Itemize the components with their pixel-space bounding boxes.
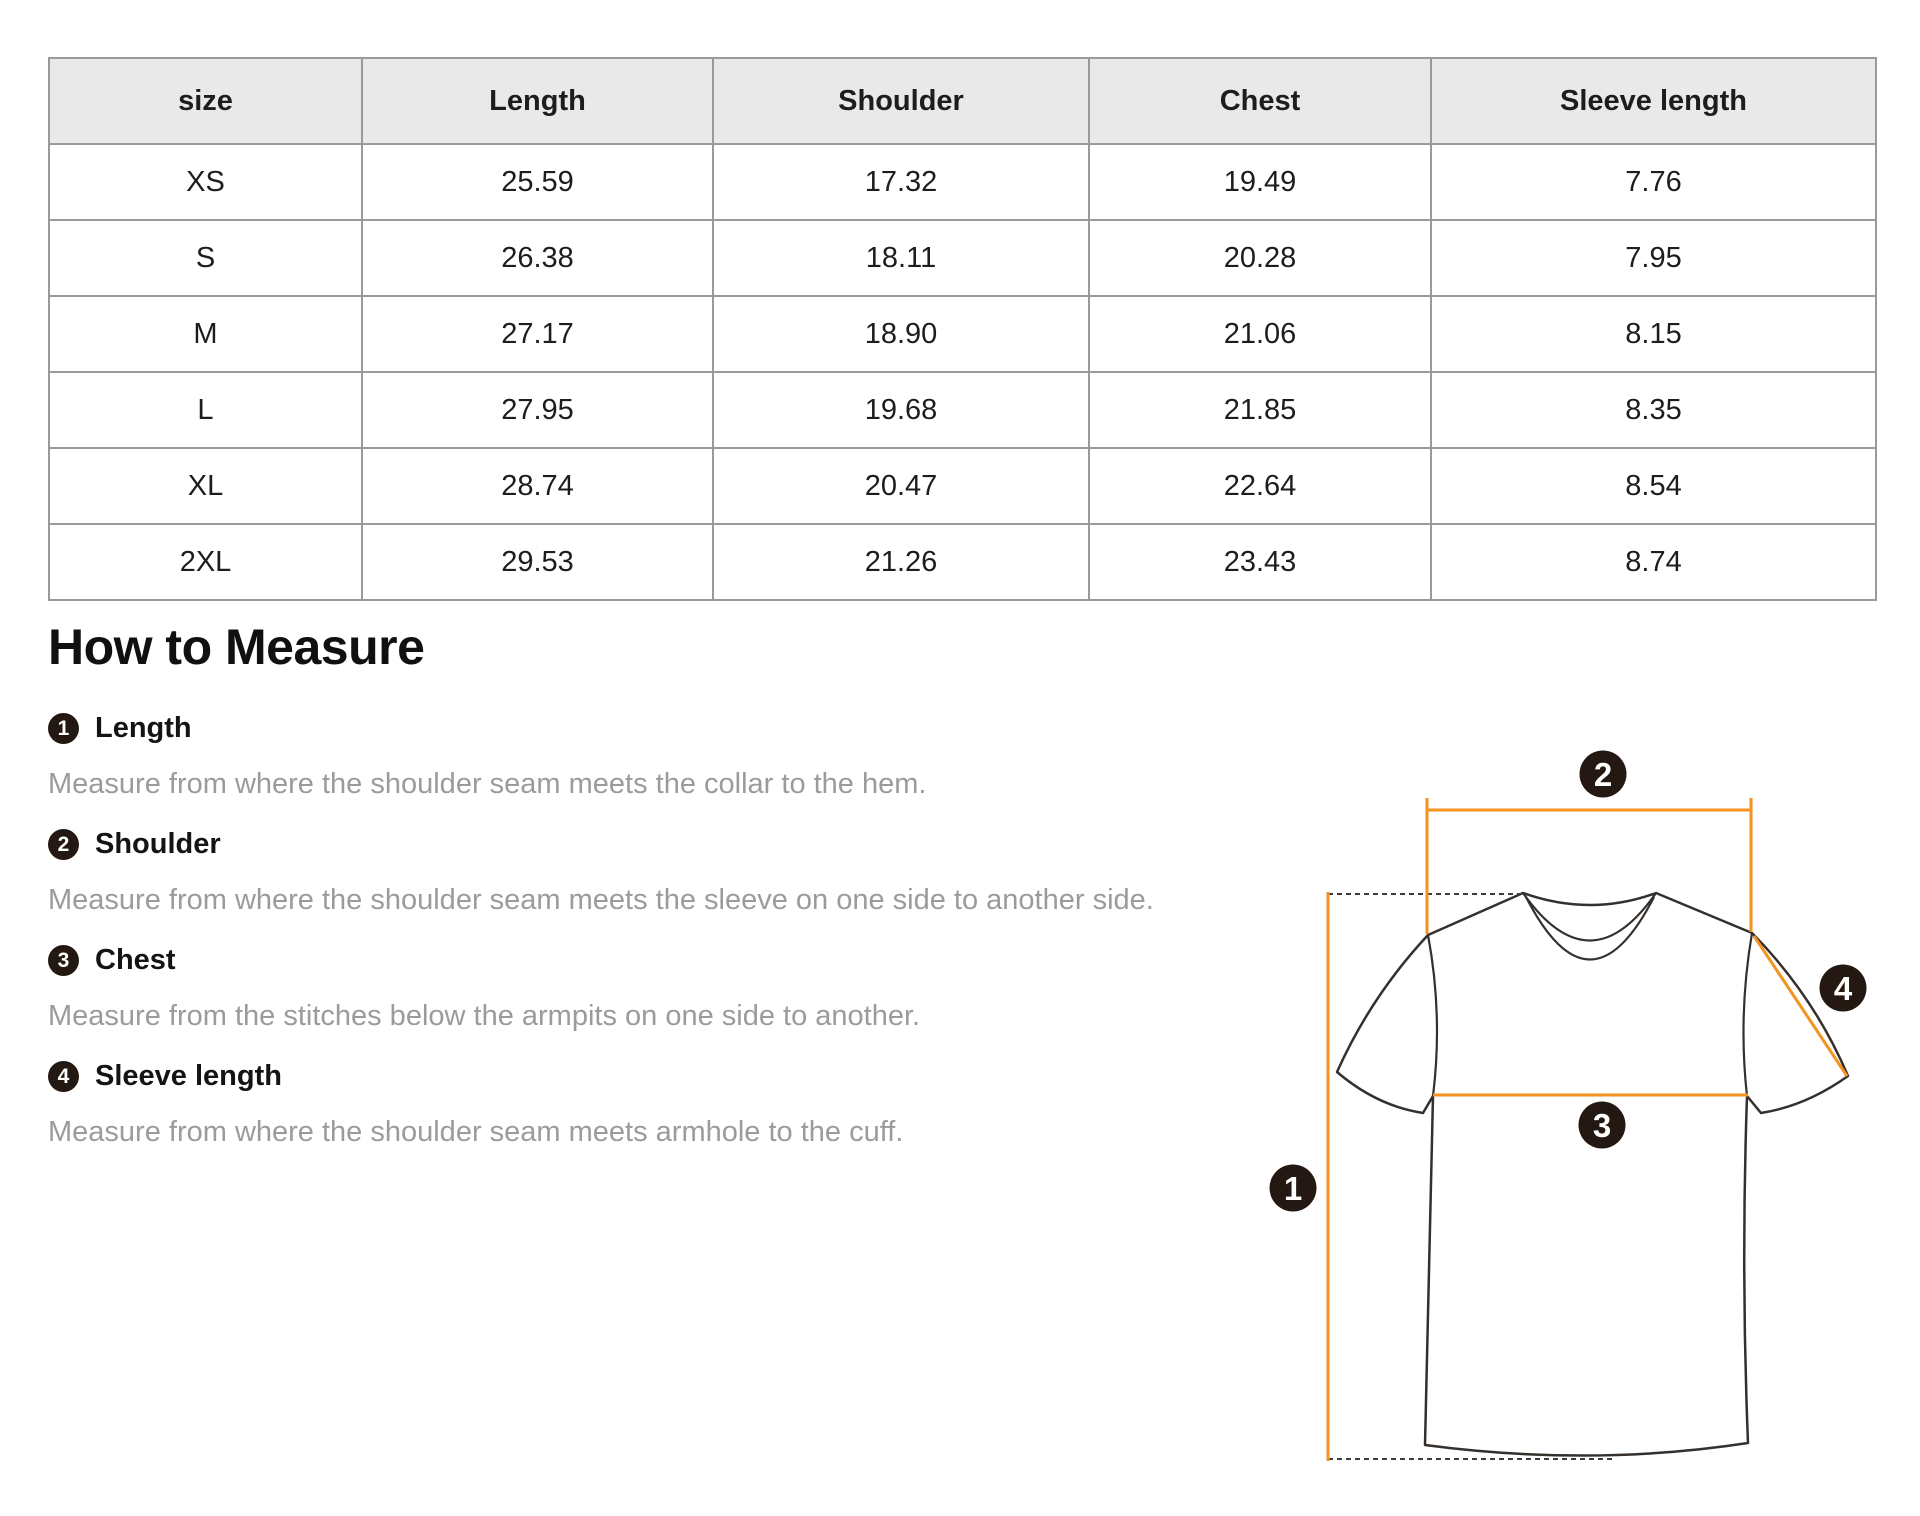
tshirt-measure-diagram (1040, 600, 1920, 1516)
cell-sleeve: 8.35 (1431, 372, 1876, 448)
cell-size: 2XL (49, 524, 362, 600)
cell-sleeve: 8.15 (1431, 296, 1876, 372)
measure-item-chest (48, 944, 176, 977)
cell-length: 27.95 (362, 372, 713, 448)
cell-length: 28.74 (362, 448, 713, 524)
cell-chest: 22.64 (1089, 448, 1431, 524)
table-row-2xl (49, 524, 1876, 600)
column-header-sleeve-length: Sleeve length (1431, 58, 1876, 144)
table-row-s (49, 220, 1876, 296)
badge-2-number: 2 (1593, 756, 1613, 793)
table-row-xl (49, 448, 1876, 524)
measure-item-description: Measure from where the shoulder seam meets the collar to the hem. (48, 768, 927, 800)
column-header-length: Length (362, 58, 713, 144)
cell-size: L (49, 372, 362, 448)
cell-size: XS (49, 144, 362, 220)
cell-shoulder: 18.90 (713, 296, 1089, 372)
cell-shoulder: 17.32 (713, 144, 1089, 220)
step-3-badge: 3 (48, 945, 79, 976)
table-row-xs (49, 144, 1876, 220)
cell-chest: 20.28 (1089, 220, 1431, 296)
cell-shoulder: 20.47 (713, 448, 1089, 524)
step-1-badge: 1 (48, 713, 79, 744)
badge-4-number: 4 (1833, 970, 1853, 1007)
cell-chest: 19.49 (1089, 144, 1431, 220)
cell-sleeve: 7.95 (1431, 220, 1876, 296)
table-row-m (49, 296, 1876, 372)
size-chart-table (48, 57, 1877, 601)
column-header-shoulder: Shoulder (713, 58, 1089, 144)
measure-item-sleeve-length (48, 1060, 282, 1093)
cell-size: XL (49, 448, 362, 524)
table-header-row (49, 58, 1876, 144)
measure-item-description: Measure from where the shoulder seam meets armhole to the cuff. (48, 1116, 904, 1148)
cell-size: M (49, 296, 362, 372)
cell-length: 26.38 (362, 220, 713, 296)
column-header-chest: Chest (1089, 58, 1431, 144)
tshirt-outline (1337, 893, 1848, 1456)
cell-shoulder: 19.68 (713, 372, 1089, 448)
measure-item-description: Measure from where the shoulder seam meets the sleeve on one side to another side. (48, 884, 1154, 916)
cell-chest: 21.85 (1089, 372, 1431, 448)
cell-length: 27.17 (362, 296, 713, 372)
cell-sleeve: 7.76 (1431, 144, 1876, 220)
table-row-l (49, 372, 1876, 448)
badge-1-number: 1 (1283, 1170, 1303, 1207)
cell-sleeve: 8.74 (1431, 524, 1876, 600)
step-4-badge: 4 (48, 1061, 79, 1092)
measure-item-description: Measure from the stitches below the armpits on one side to another. (48, 1000, 921, 1032)
measure-item-shoulder (48, 828, 221, 861)
measure-item-label: Sleeve length (95, 1060, 282, 1092)
cell-chest: 23.43 (1089, 524, 1431, 600)
cell-size: S (49, 220, 362, 296)
cell-length: 25.59 (362, 144, 713, 220)
step-2-badge: 2 (48, 829, 79, 860)
cell-shoulder: 18.11 (713, 220, 1089, 296)
cell-length: 29.53 (362, 524, 713, 600)
measure-item-label: Shoulder (95, 828, 221, 860)
cell-chest: 21.06 (1089, 296, 1431, 372)
cell-sleeve: 8.54 (1431, 448, 1876, 524)
measure-item-label: Length (95, 712, 192, 744)
column-header-size: size (49, 58, 362, 144)
measure-item-label: Chest (95, 944, 176, 976)
badge-3-number: 3 (1592, 1107, 1612, 1144)
measure-item-length (48, 712, 192, 745)
cell-shoulder: 21.26 (713, 524, 1089, 600)
how-to-measure-title: How to Measure (48, 619, 425, 675)
